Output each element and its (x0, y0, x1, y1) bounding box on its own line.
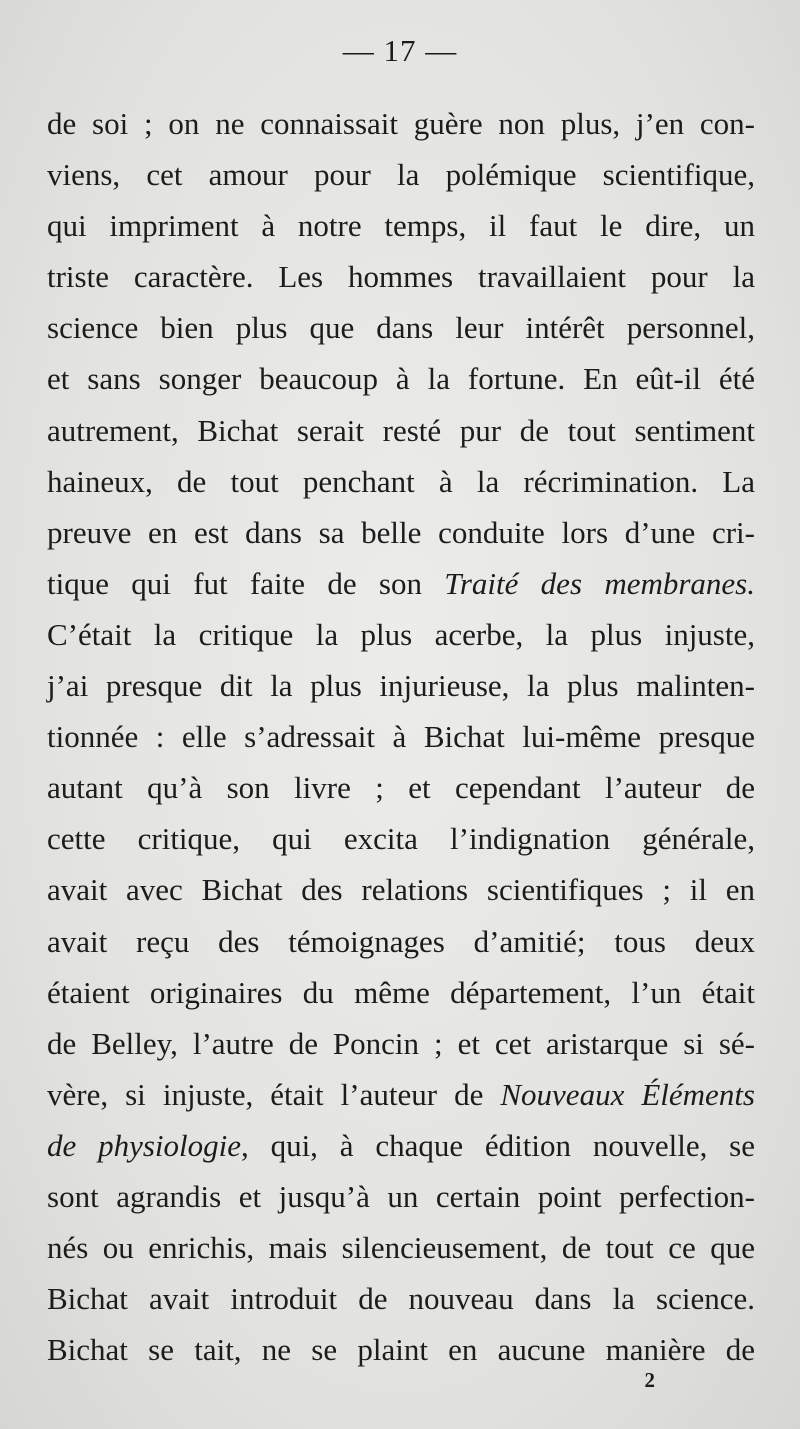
text-run: sont agrandis et jusqu’à un certain point perfection- (47, 1178, 755, 1214)
text-run: de soi ; on ne connaissait guère non plus, j’en con- (47, 106, 755, 141)
text-line (47, 813, 755, 864)
text-line (47, 1018, 755, 1069)
text-run: preuve en est dans sa belle conduite lors d’une cri- (47, 514, 755, 550)
text-run: triste caractère. Les hommes travaillaient pour la (47, 259, 755, 295)
text-line (47, 609, 755, 660)
text-line (47, 353, 755, 404)
text-run: Bichat se tait, ne se plaint en aucune manière de (47, 1332, 755, 1368)
text-run: de Belley, l’autre de Poncin ; et cet aristarque si sé- (47, 1025, 755, 1061)
text-run: tionnée : elle s’adressait à Bichat lui-même presque (47, 719, 755, 755)
text-run: autant qu’à son livre ; et cependant l’auteur de (47, 770, 755, 806)
page-number-header: — 17 — (342, 33, 458, 68)
text-line (47, 507, 755, 558)
text-line (47, 864, 755, 915)
text-line (47, 302, 755, 353)
text-run: avait reçu des témoignages d’amitié; tous deux (47, 923, 755, 959)
text-run: autrement, Bichat serait resté pur de tout sentiment (47, 412, 755, 448)
text-line (47, 200, 755, 251)
text-run: avait avec Bichat des relations scientifiques ; il en (47, 872, 755, 908)
text-line (47, 405, 755, 456)
italic-title: de physiologie (47, 1127, 241, 1163)
text-line (47, 149, 755, 200)
text-line (47, 1069, 755, 1120)
text-run: haineux, de tout penchant à la récrimination. La (47, 463, 755, 499)
text-line (47, 711, 755, 762)
signature-mark: 2 (644, 1368, 655, 1392)
text-line (47, 916, 755, 967)
text-line (47, 1222, 755, 1273)
text-line (47, 1171, 755, 1222)
text-run: et sans songer beaucoup à la fortune. En eût-il été (47, 361, 755, 397)
text-run: nés ou enrichis, mais silencieusement, de tout ce que (47, 1230, 755, 1266)
text-run: Bichat avait introduit de nouveau dans la science. (47, 1281, 755, 1317)
body-text (47, 98, 755, 1375)
text-run: vère, si injuste, était l’auteur de (47, 1076, 501, 1112)
text-line (47, 660, 755, 711)
text-run: qui impriment à notre temps, il faut le dire, un (47, 208, 755, 244)
text-run: viens, cet amour pour la polémique scientifique, (47, 157, 755, 193)
text-run: étaient originaires du même département, l’un était (47, 974, 755, 1010)
text-run: j’ai presque dit la plus injurieuse, la plus malinten- (47, 668, 755, 704)
text-line (47, 1273, 755, 1324)
text-run: , qui, à chaque édition nouvelle, se (241, 1127, 755, 1163)
text-line (47, 1120, 755, 1171)
text-line (47, 967, 755, 1018)
text-run: cette critique, qui excita l’indignation générale, (47, 821, 755, 857)
italic-title: Nouveaux Éléments (500, 1076, 755, 1112)
text-line (47, 98, 755, 149)
italic-title: Traité des membranes. (444, 565, 755, 601)
text-line (47, 251, 755, 302)
text-run: science bien plus que dans leur intérêt personnel, (47, 310, 755, 346)
text-run: C’était la critique la plus acerbe, la plus injuste, (47, 616, 755, 652)
text-line (47, 558, 755, 609)
text-run: tique qui fut faite de son (47, 565, 445, 601)
text-line (47, 456, 755, 507)
text-line (47, 762, 755, 813)
